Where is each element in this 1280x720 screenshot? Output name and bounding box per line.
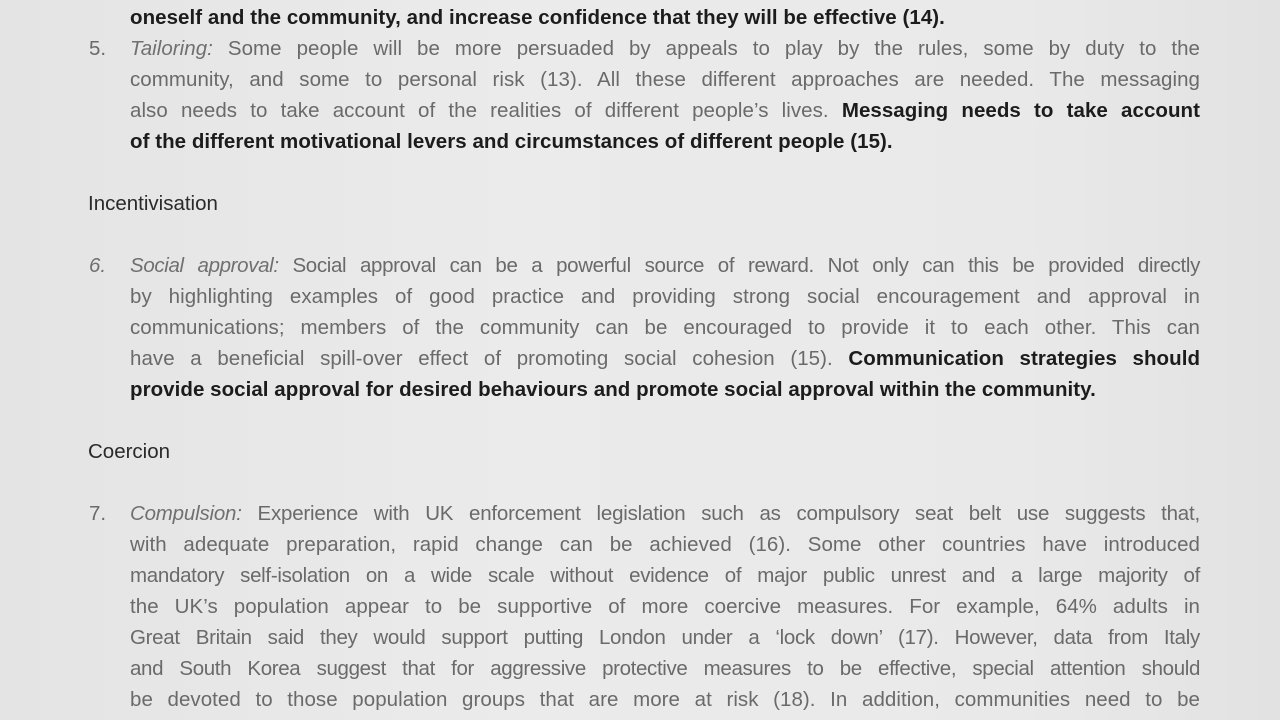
- item7-text6: and South Korea suggest that for aggressive protective measures to be effective, special attention should: [130, 657, 1200, 680]
- item7-text7: be devoted to those population groups that are more at risk (18). In addition, communities need to be: [130, 688, 1200, 711]
- item6-number: 6.: [89, 254, 107, 277]
- item7-text4: the UK’s population appear to be supportive of more coercive measures. For example, 64% adults in: [130, 595, 1200, 618]
- item6-line1: [130, 250, 1200, 281]
- item6-text2: by highlighting examples of good practice and providing strong social encouragement and approval in: [130, 285, 1200, 308]
- item5-text1: Some people will be more persuaded by appeals to play by the rules, some by duty to the: [212, 37, 1200, 60]
- item7-line3: [130, 560, 1200, 591]
- item5-text2: community, and some to personal risk (13). All these different approaches are needed. The messaging: [130, 68, 1200, 91]
- item5-lead: Tailoring:: [130, 37, 213, 60]
- item7-text5: Great Britain said they would support putting London under a ‘lock down’ (17). However, data from Italy: [130, 626, 1200, 649]
- item7-number: 7.: [89, 502, 107, 525]
- item5-line3: [130, 95, 1200, 126]
- item7-line2: [130, 529, 1200, 560]
- item7-lead: Compulsion:: [130, 502, 242, 525]
- item6-line4: [130, 343, 1200, 374]
- item5-text3: also needs to take account of the realities of different people’s lives.: [130, 99, 842, 122]
- item7-line7: [130, 684, 1200, 715]
- item5-line2: [130, 64, 1200, 95]
- item5-line1: [130, 33, 1200, 64]
- item6-lead: Social approval:: [130, 254, 279, 277]
- item7-line5: [130, 622, 1200, 653]
- item5-bold-recommendation-start: Messaging needs to take account: [841, 99, 1200, 122]
- item7-text2: with adequate preparation, rapid change can be achieved (16). Some other countries have introduced: [130, 533, 1200, 556]
- item6-text3: communications; members of the community can be encouraged to provide it to each other. This can: [130, 316, 1200, 339]
- item4-continuation: oneself and the community, and increase confidence that they will be effective (14).: [130, 6, 945, 29]
- item6-text4: have a beneficial spill-over effect of promoting social cohesion (15).: [130, 347, 849, 370]
- item5-bold-recommendation-end: of the different motivational levers and circumstances of different people (15).: [130, 130, 893, 153]
- item5-number: 5.: [89, 37, 107, 60]
- item7-text3: mandatory self-isolation on a wide scale without evidence of major public unrest and a large majority of: [130, 564, 1200, 587]
- item7-line4: [130, 591, 1200, 622]
- item6-bold-recommendation-start: Communication strategies should: [848, 347, 1201, 370]
- item6-text1: Social approval can be a powerful source of reward. Not only can this be provided directly: [278, 254, 1200, 277]
- item6-line2: [130, 281, 1200, 312]
- section-heading-coercion: Coercion: [88, 440, 171, 463]
- item7-line6: [130, 653, 1200, 684]
- item7-line1: [130, 498, 1200, 529]
- section-heading-incentivisation: Incentivisation: [88, 192, 218, 215]
- item6-bold-recommendation-end: provide social approval for desired behaviours and promote social approval within the community.: [130, 378, 1096, 401]
- item7-text1: Experience with UK enforcement legislation such as compulsory seat belt use suggests that,: [241, 502, 1200, 525]
- item6-line3: [130, 312, 1200, 343]
